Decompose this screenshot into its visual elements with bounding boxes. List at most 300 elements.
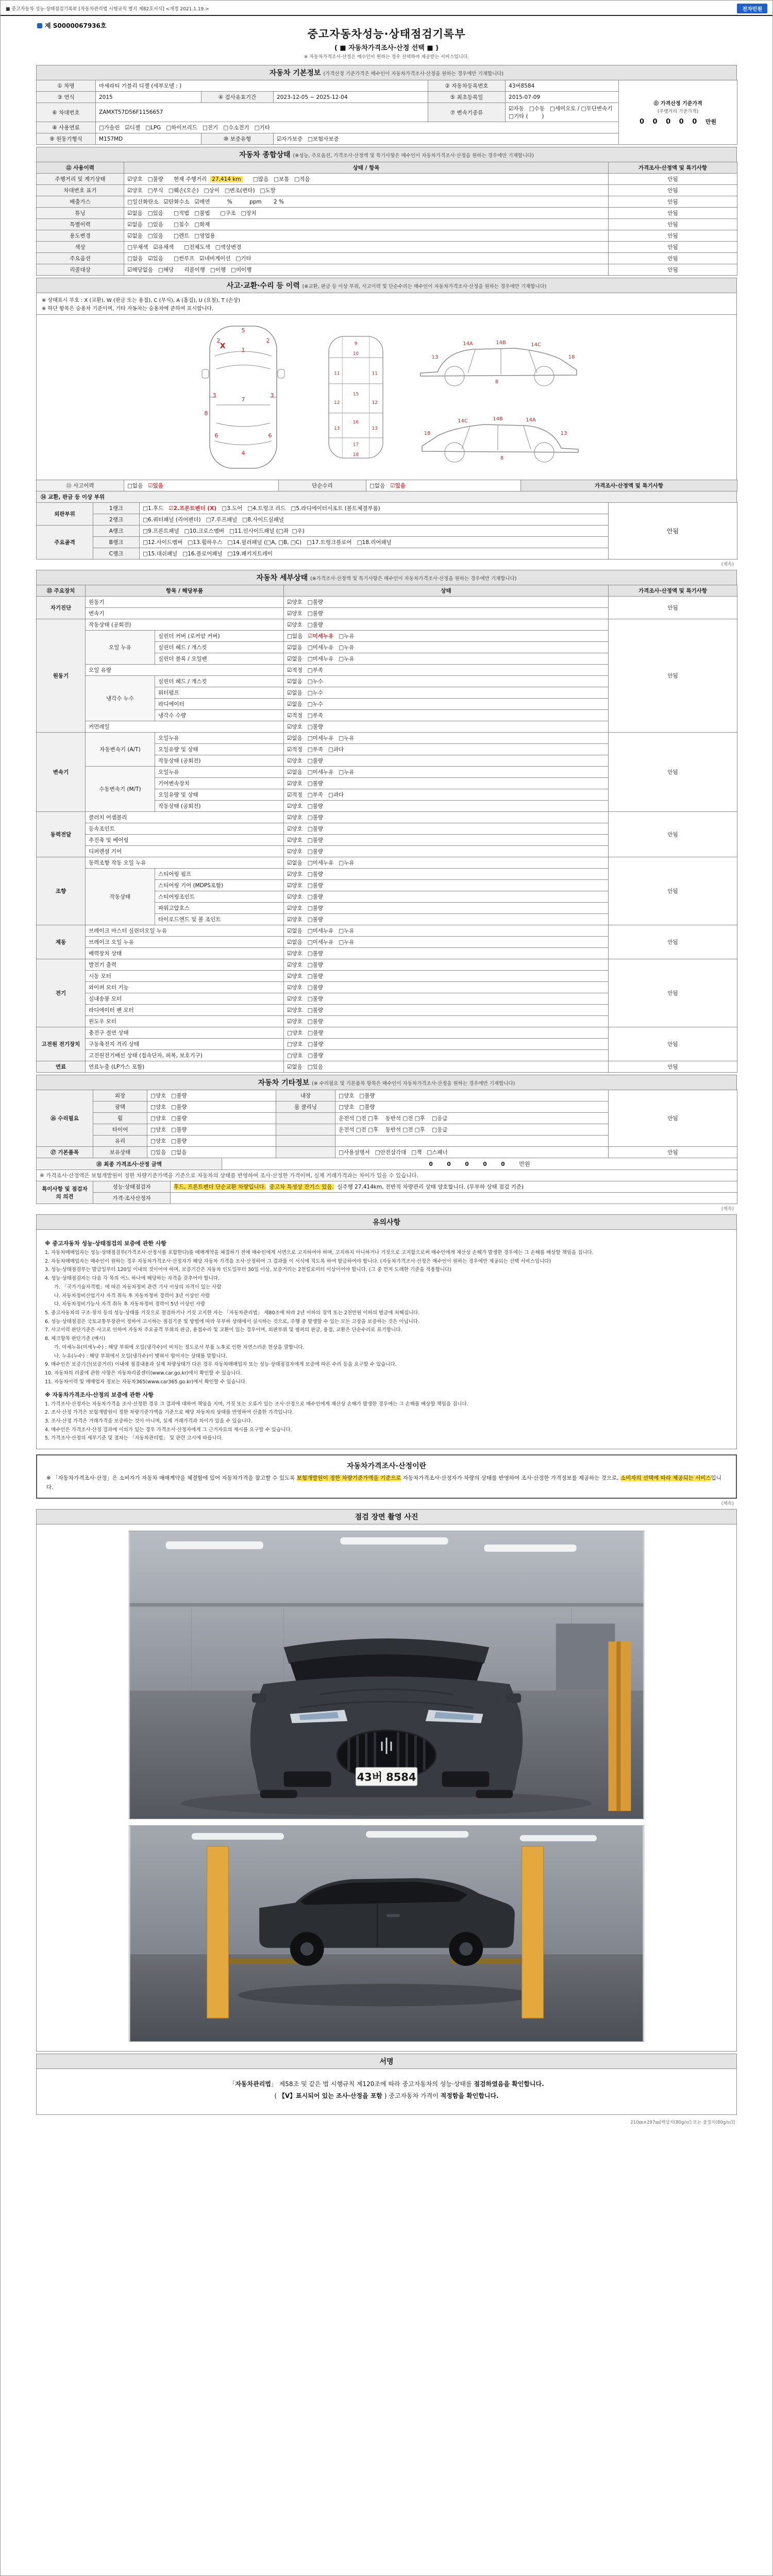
svg-text:8: 8 (495, 379, 498, 385)
opinion-row (37, 1193, 737, 1204)
sub-group-label: 작동상태 (86, 869, 155, 925)
section-notice-head: 유의사항 (36, 1214, 737, 1230)
item-label: 특별이력 (37, 219, 124, 230)
item-name: 디퍼렌셜 기어 (86, 846, 284, 857)
detail-row (37, 1027, 737, 1039)
item-name: 냉각수 수량 (155, 710, 284, 721)
field-label: ① 차명 (37, 80, 96, 92)
item-status (124, 174, 609, 185)
form-reference-text: ■ 중고자동차 성능·상태점검기록부 [자동차관리법 시행규칙 별지 제82호서식] <개정 2021.1.19.> (6, 7, 209, 12)
svg-text:4: 4 (241, 450, 245, 456)
item-status: ☑양호 □불량 (284, 812, 609, 823)
text-part: ☑없음 □있음 □침수 □화재 (127, 222, 210, 228)
item-status: ☑없음 □누수 (284, 676, 609, 687)
misc-group-label: ⑯ 수리필요 (37, 1090, 93, 1147)
item-label: 타이어 (93, 1124, 147, 1136)
text-part: 점검하였음을 확인합니다. (474, 2080, 544, 2088)
svg-text:3: 3 (270, 392, 274, 399)
item-status: ☑적정 □부족 (284, 710, 609, 721)
exchange-area-label: ⑭ 교환, 판금 등 이상 부위 (36, 492, 737, 503)
item-status: ☑양호 □불량 (284, 971, 609, 982)
sub-group-label: 냉각수 누수 (86, 676, 155, 721)
sub-group-label: 자동변속기 (A/T) (86, 733, 155, 767)
sub-group-label: 오일 누유 (86, 631, 155, 665)
svg-text:11: 11 (333, 371, 340, 377)
device-group-label: 동력전달 (37, 812, 86, 857)
item-status: □양호 □불량 (147, 1090, 276, 1101)
warranty-checkboxes: ☑자가보증 □보험사보증 (274, 133, 619, 145)
item-label: 주행거리 및 계기상태 (37, 174, 124, 185)
final-price-digits: 0 0 0 0 0 만원 (222, 1158, 737, 1170)
table-row: ⑥ 차대번호 ZAMXT57D56F1156657 ⑦ 변속기종류 ☑자동 □수동 □세미오토 / □무단변속기 □기타 ( ) (37, 103, 737, 122)
device-group-label: 변속기 (37, 733, 86, 812)
section-detailed-condition (36, 570, 737, 1073)
notice-item: 3. 성능·상태점검부는 발급일부터 120일 이내의 것이어야 하며, 보증기간은 자동차 인도일부터 30일 이상, 보증거리는 2천킬로미터 이상이어야 합니다. (그 중 먼저 도래한 기준을 적용합니다) (45, 1267, 451, 1273)
svg-text:2: 2 (266, 337, 270, 344)
item-status: ☑양호 □불량 (284, 914, 609, 925)
item-status (124, 242, 609, 253)
item-status: ☑양호 □불량 (284, 993, 609, 1005)
item-status (284, 631, 609, 642)
title-block (36, 26, 737, 60)
svg-text:14B: 14B (492, 416, 503, 422)
first-reg-value: 2015-07-09 (506, 92, 619, 103)
opinion-who-label: 가격·조사산정자 (93, 1193, 171, 1204)
item-status: ☑양호 □불량 (284, 1005, 609, 1016)
svg-text:13: 13 (560, 431, 567, 436)
item-status: ☑없음 □미세누유 □누유 (284, 767, 609, 778)
item-status: ☑없음 □미세누유 □누유 (284, 642, 609, 653)
item-status: ☑없음 □있음 (284, 1061, 609, 1073)
table-header-row: ⑫ 사용이력 상태 / 항목 가격조사·산정액 및 특기사항 (37, 162, 737, 174)
item-name: 실린더 커버 (로커암 커버) (155, 631, 284, 642)
item-status: □사용설명서 □안전삼각대 □잭 □스패너 (335, 1147, 609, 1158)
item-status: ☑양호 □불량 (284, 755, 609, 767)
text-part: □없음 (287, 633, 308, 639)
table-row: ⑨ 원동기형식 M157MD ⑩ 보증유형 ☑자가보증 □보험사보증 (37, 133, 737, 145)
svg-text:12: 12 (372, 400, 378, 406)
item-status: ☑양호 □불량 (284, 948, 609, 959)
definition-title: 자동차가격조사·산정이란 (346, 1462, 427, 1471)
text-part: ☑없음 □있음 □렌트 □영업용 (127, 233, 215, 239)
item-status: ☑양호 □불량 (284, 801, 609, 812)
price-cell: 안됨 (609, 733, 737, 812)
price-cell: 안됨 (609, 597, 737, 619)
summary-row (37, 185, 737, 196)
item-status: ☑양호 □불량 (284, 903, 609, 914)
item-name: 워터펌프 (155, 687, 284, 699)
item-label: 룸 클리닝 (276, 1101, 335, 1113)
item-name: 클러치 어셈블리 (86, 812, 284, 823)
item-name: 작동상태 (공회전) (155, 755, 284, 767)
svg-text:15: 15 (352, 392, 359, 397)
svg-text:13: 13 (431, 354, 438, 360)
page-subtitle: ( ■ 자동차가격조사·산정 선택 ■ ) (334, 44, 439, 52)
text-part: ☑양호 □불량 현재 주행거리 (127, 176, 210, 182)
item-name: 타이로드엔드 및 볼 조인트 (155, 914, 284, 925)
item-status: ☑양호 □불량 (284, 721, 609, 733)
section-signature (36, 2054, 737, 2115)
state-code-legend: ※ 상태표시 부호 : X (교환), W (판금 또는 용접), C (부식), A (흠집), U (요철), T (손상) ※ 하단 항목은 승용차 기준이며, 기타 자동차는 승용차에 준하여 표시합니다. (36, 293, 737, 315)
price-cell: 안됨 (609, 1027, 737, 1061)
svg-text:7: 7 (241, 396, 245, 403)
car-diagram-side-frame-left (414, 324, 584, 395)
item-name: 연료누출 (LP가스 포함) (86, 1061, 284, 1073)
notice-item: 6. 성능·상태점검은 국토교통부장관이 정하여 고시하는 점검기준 및 방법에 따라 무부하 상태에서 실시하는 것으로, 주행 중 발생할 수 있는 모든 고장을 보증하는 것은 아닙니다. (45, 1318, 419, 1325)
opinion-who-label: 성능·상태점검자 (93, 1181, 171, 1193)
svg-text:13: 13 (372, 426, 378, 431)
text-part: ※ 「자동차가격조사·산정」은 소비자가 자동차 매매계약을 체결함에 있어 자동차가격을 참고할 수 있도록 (46, 1475, 297, 1482)
item-status: ☑양호 □불량 (284, 778, 609, 789)
section-signature-head: 서명 (36, 2054, 737, 2069)
text-part: 」 제58조 및 같은 법 시행규칙 제120조에 따라 중고자동차의 성능·상태를 (271, 2080, 474, 2088)
item-name: 라디에이터 팬 모터 (86, 1005, 284, 1016)
exchange-rank-table (36, 502, 737, 560)
item-label: 보유상태 (93, 1147, 147, 1158)
svg-text:3: 3 (212, 392, 216, 399)
section-accident-history (36, 278, 737, 560)
text-part: 「 (229, 2080, 236, 2088)
document-number: 제 S0000067936호 (37, 21, 737, 30)
notice-body (36, 1230, 737, 1449)
item-status: ☑양호 □불량 (284, 891, 609, 903)
field-label: ② 자동차등록번호 (428, 80, 506, 92)
accident-status-table (36, 480, 737, 492)
price-cell: 안됨 (609, 242, 737, 253)
text-part: □3.도어 □4.트렁크 리드 □5.라디에이터서포트 (볼트체결부품) (216, 505, 380, 512)
item-status: ☑양호 □불량 (284, 880, 609, 891)
item-name: 실린더 블록 / 오일팬 (155, 653, 284, 665)
device-group-label: 고전원 전기장치 (37, 1027, 86, 1061)
item-status: 운전석 □전 □후 동반석 □전 □후 □응급 (335, 1113, 609, 1124)
inspection-photo-lift (129, 1825, 644, 2042)
signature-body (36, 2069, 737, 2115)
svg-text:14B: 14B (495, 340, 506, 346)
text-part: ☑미세누유 (308, 633, 334, 639)
item-status: ☑없음 □누수 (284, 687, 609, 699)
item-name: 원동기 (86, 597, 284, 608)
section-accident-head: 사고·교환·수리 등 이력 (※교환, 판금 등 이상 부위, 사고이력 및 단순수리는 매수인이 자동차가격조사·산정을 원하는 경우에만 기재합니다) (36, 278, 737, 293)
notice-item: 5. 가격조사·산정의 세부기준 및 절차는 「자동차관리법」 및 관련 고시에 따릅니다. (45, 1435, 223, 1442)
text-part: □15.대쉬패널 □16.플로어패널 □19.패키지트레이 (143, 551, 273, 557)
continue-marker: (계속) (721, 1207, 734, 1212)
price-cell: 안됨 (609, 196, 737, 208)
text-part: ☑양호 □부식 □훼손(오손) □상이 □변조(변타) □도말 (127, 188, 276, 194)
base-price-cell: ⑪ 가격산정 기준가격 (주행거리 기준가격) 0 0 0 0 0 만원 (619, 80, 737, 145)
item-name: 배력장치 상태 (86, 948, 284, 959)
item-name: 추진축 및 베어링 (86, 835, 284, 846)
item-status: ☑양호 □불량 (284, 619, 609, 631)
table-row: ⑬ 사고이력 □없음 ☑있음 단순수리 □없음 ☑있음 가격조사·산정액 및 특기사항 (37, 480, 737, 492)
price-cell: 안됨 (609, 1061, 737, 1073)
device-group-label: 전기 (37, 959, 86, 1027)
detail-row (37, 1061, 737, 1073)
car-front (250, 1638, 523, 1798)
rank-label: A랭크 (93, 526, 140, 537)
item-status: □양호 □불량 (284, 1039, 609, 1050)
text-part: 중고차 특성상 잔기스 있음. (269, 1184, 334, 1190)
item-status: 운전석 □전 □후 동반석 □전 □후 □응급 (335, 1124, 609, 1136)
item-name: 기어변속장치 (155, 778, 284, 789)
item-status: □양호 □불량 (147, 1101, 276, 1113)
item-name: 와이퍼 모터 기능 (86, 982, 284, 993)
text-part: 적정함을 확인합니다. (440, 2092, 499, 2099)
table-row (37, 80, 737, 92)
text-part: 자동차관리법 (235, 2080, 271, 2088)
page-title-note: ※ 자동차가격조사·산정은 매수인이 원하는 경우 선택하여 제공받는 서비스입니다. (304, 55, 469, 60)
notice-item: 1. 자동차매매업자는 성능·상태점검부(가격조사·산정서를 포함한다)를 매매계약을 체결하기 전에 매수인에게 서면으로 고지하여야 하며, 고지하지 아니하거나 거짓으로 고지함으로써 매수인에게 재산상 손해가 발생한 경우에는 그 손해를 배상할 책임을 집니다. (45, 1250, 594, 1256)
item-status: ☑양호 □불량 (284, 959, 609, 971)
summary-row (37, 174, 737, 185)
text-part: ( (274, 2092, 279, 2099)
item-name: 시동 모터 (86, 971, 284, 982)
detail-row (37, 959, 737, 971)
section-notice (36, 1214, 737, 1449)
svg-text:18: 18 (424, 431, 430, 436)
item-status: ☑양호 □불량 (284, 823, 609, 835)
text-part: 27,414 km (210, 176, 243, 182)
page-title: 중고자동차성능·상태점검기록부 (307, 28, 466, 40)
notice-item: 7. 사고이력 판단기준은 사고로 인하여 자동차 주요골격 부위의 판금, 용접수리 및 교환이 있는 경우이며, 외판부위 및 범퍼의 판금, 용접, 교환은 단순수리로 표기합니다. (45, 1327, 402, 1333)
item-status: □양호 □불량 (147, 1136, 276, 1147)
section-inspection-photos (36, 1509, 737, 2052)
definition-text (46, 1474, 727, 1493)
item-label: 주요옵션 (37, 253, 124, 264)
license-plate-text: 43버 8584 (357, 1771, 416, 1784)
detail-row (37, 597, 737, 608)
item-name: 실린더 헤드 / 개스킷 (155, 676, 284, 687)
item-label: 내장 (276, 1090, 335, 1101)
notice-item: 다. 자동차정비기능사 자격 취득 후 자동차정비 경력이 5년 이상인 사람 (54, 1301, 206, 1308)
rank-label: B랭크 (93, 537, 140, 548)
notice-item: 2. 자동차매매업자는 매수인이 원하는 경우 자동차가격조사·산정자가 해당 자동차 가격을 조사·산정하여 그 결과를 이 서식에 적도록 하여 발급하여야 합니다. (자동차가격조사·산정은 매수인이 원하는 경우에만 제공되는 선택 서비스입니다) (45, 1258, 551, 1264)
text-part: ☑해당없음 □해당 리콜이행 □이행 □미이행 (127, 267, 252, 273)
car-diagram-underbody (311, 320, 401, 474)
summary-row (37, 196, 737, 208)
table-header-row: ⑮ 주요장치 항목 / 해당부품 상태 가격조사·산정액 및 특기사항 (37, 585, 737, 597)
item-name: 브레이크 오일 누유 (86, 937, 284, 948)
notice-item: 가. 미세누유(미세누수) : 해당 부위에 오일(냉각수)이 비치는 정도로서 부품 노후로 인한 자연스러운 현상을 말합니다. (54, 1344, 305, 1350)
e-civil-badge[interactable]: 전자민원 (737, 4, 767, 13)
item-status: □양호 □불량 (284, 1027, 609, 1039)
photos-container (36, 1524, 737, 2052)
notice-item: 4. 성능·상태점검자는 다음 각 목의 어느 하나에 해당하는 자격을 갖추어야 합니다. (45, 1276, 220, 1282)
item-status: ☑적정 □부족 □과다 (284, 744, 609, 755)
svg-text:5: 5 (241, 327, 245, 334)
notice-heading: ※ 중고자동차 성능·상태점검의 보증에 관한 사항 (45, 1240, 166, 1247)
text-part: □없음 (369, 483, 391, 489)
item-status (124, 230, 609, 242)
text-part: □무채색 ☑유채색 □전체도색 □색상변경 (127, 244, 242, 250)
final-price-label: ⑱ 최종 가격조사·산정 금액 (37, 1158, 222, 1170)
engine-type-value: M157MD (96, 133, 201, 145)
item-name: 스티어링 펌프 (155, 869, 284, 880)
final-price-note: ※ 가격조사·산정액은 보험개발원이 정한 차량기준가액을 기준으로 자동차의 상태를 반영하여 조사·산정한 가격이며, 실제 거래가격과는 차이가 있을 수 있습니다. (37, 1170, 737, 1181)
text-part: 실주행 27,414km, 전반적 차량관리 상태 양호합니다. (무부하 상태 점검 기준) (333, 1184, 524, 1190)
svg-text:8: 8 (500, 455, 503, 461)
item-name: 실내송풍 모터 (86, 993, 284, 1005)
item-label (276, 1113, 335, 1124)
price-cell: 안됨 (609, 174, 737, 185)
summary-row (37, 264, 737, 276)
item-name: 스티어링 기어 (MDPS포함) (155, 880, 284, 891)
rank-label: 1랭크 (93, 503, 140, 514)
notice-item: 나. 자동차정비산업기사 자격 취득 후 자동차정비 경력이 3년 이상인 사람 (54, 1293, 210, 1299)
text-part: □9.프론트패널 □10.크로스멤버 □11.인사이드패널 (□좌 □우) (143, 528, 305, 534)
price-cell: 안됨 (609, 925, 737, 959)
svg-text:12: 12 (333, 400, 340, 406)
item-name: 오일 유량 (86, 665, 284, 676)
item-status: □있음 □없음 (147, 1147, 276, 1158)
item-label: 배출가스 (37, 196, 124, 208)
section-misc-info (36, 1075, 737, 1204)
svg-text:18: 18 (568, 354, 575, 360)
detail-row (37, 812, 737, 823)
item-name: 작동상태 (공회전) (155, 801, 284, 812)
svg-text:6: 6 (214, 432, 218, 439)
notice-item: 4. 매수인은 가격조사·산정 결과에 이의가 있는 경우 가격조사·산정자에게 그 근거자료의 제시를 요구할 수 있습니다. (45, 1427, 292, 1433)
item-status (124, 264, 609, 276)
price-cell: 안됨 (609, 619, 737, 733)
detail-row (37, 857, 737, 869)
notice-item: 11. 자동차이력 및 매매업자 정보는 자동차365(www.car365.go.kr)에서 확인할 수 있습니다. (45, 1379, 247, 1385)
item-name: 브레이크 마스터 실린더오일 누유 (86, 925, 284, 937)
car-name-value: 마세라티 기블리 디젤 (세부모델 : ) (96, 80, 428, 92)
continue-marker: (계속) (721, 562, 734, 567)
item-status: ☑적정 □부족 (284, 665, 609, 676)
item-name: 오일누유 (155, 733, 284, 744)
item-status (124, 208, 609, 219)
price-cell: 안됨 (609, 208, 737, 219)
item-name: 동력조향 작동 오일 누유 (86, 857, 284, 869)
item-status: ☑없음 □미세누유 □누유 (284, 857, 609, 869)
text-part: ☑있음 (148, 483, 163, 489)
simple-repair-checkboxes (366, 480, 521, 492)
detail-row (37, 733, 737, 744)
item-status: ☑없음 □미세누유 □누유 (284, 733, 609, 744)
item-status: □양호 □불량 (147, 1113, 276, 1124)
item-label: 광택 (93, 1101, 147, 1113)
text-part: □12.사이드멤버 □13.휠하우스 □14.필러패널 (□A, □B, □C) □17.트렁크플로어 □18.리어패널 (143, 539, 392, 546)
notice-item: 5. 중고자동차의 구조·장치 등의 성능·상태를 거짓으로 점검하거나 거짓 고지한 자는 「자동차관리법」 제80조에 따라 2년 이하의 징역 또는 2천만원 이하의 벌금에 처해집니다. (45, 1310, 420, 1316)
final-price-table (36, 1158, 737, 1181)
misc-info-table (36, 1090, 737, 1158)
svg-text:13: 13 (333, 426, 340, 431)
section-detail-head: 자동차 세부상태 (※가격조사·산정액 및 특기사항은 매수인이 자동차가격조사·산정을 원하는 경우에만 기재합니다) (36, 570, 737, 585)
item-status: ☑없음 □미세누유 □누유 (284, 925, 609, 937)
device-group-label: 원동기 (37, 619, 86, 733)
opinion-row (37, 1181, 737, 1193)
svg-text:14C: 14C (530, 342, 541, 348)
svg-text:14A: 14A (525, 417, 536, 423)
section-misc-head: 자동차 기타정보 (※ 수리필요 및 기본품목 항목은 매수인이 자동차가격조사·산정을 원하는 경우에만 기재합니다) (36, 1075, 737, 1090)
text-part: 보험개발원이 정한 차량기준가액을 기준으로 (296, 1475, 401, 1482)
text-part: 자동차가격조사·산정자가 차량의 상태를 반영하여 조사·산정한 가격정보를 제공하는 것으로, (401, 1475, 620, 1482)
item-name: 충전구 절연 상태 (86, 1027, 284, 1039)
rank-row (37, 503, 737, 514)
price-cell: 안됨 (609, 959, 737, 1027)
item-status: ☑없음 □누수 (284, 699, 609, 710)
rank-items (140, 514, 609, 526)
misc-row (37, 1147, 737, 1158)
svg-text:X: X (220, 342, 225, 350)
text-part: 입니다. (46, 1475, 721, 1490)
notice-item: 9. 매수인은 보증기간(보증거리) 이내에 점검내용과 실제 차량상태가 다른 경우 자동차매매업자 또는 성능·상태점검자에게 보증에 따른 수리 등을 요구할 수 있습니다. (45, 1362, 397, 1368)
detail-row (37, 619, 737, 631)
item-status (124, 196, 609, 208)
item-name: 등속조인트 (86, 823, 284, 835)
item-status: □양호 □불량 (284, 1050, 609, 1061)
item-label: 차대번호 표기 (37, 185, 124, 196)
section-photos-head: 점검 장면 촬영 사진 (36, 1509, 737, 1524)
price-cell: 안됨 (609, 253, 737, 264)
car-damage-diagrams (36, 315, 737, 480)
item-name: 실린더 헤드 / 개스킷 (155, 642, 284, 653)
svg-text:6: 6 (268, 432, 272, 439)
opinion-group-label: 특이사항 및 점검자의 의견 (37, 1181, 93, 1204)
item-name: 작동상태 (공회전) (86, 619, 284, 631)
text-part: ☑있음 (390, 483, 406, 489)
text-part: □누유 (333, 633, 355, 639)
item-label (276, 1124, 335, 1136)
text-part: 【V】표시되어 있는 조사·산정을 포함 (278, 2092, 382, 2099)
item-status: ☑없음 □미세누유 □누유 (284, 937, 609, 948)
basic-info-table (36, 80, 737, 145)
item-status: ☑양호 □불량 (284, 608, 609, 619)
item-status (124, 253, 609, 264)
rank-items (140, 548, 609, 560)
text-part: 소비자의 선택에 따라 제공되는 서비스 (620, 1475, 711, 1482)
svg-text:16: 16 (352, 419, 359, 425)
table-row (37, 1170, 737, 1181)
item-label: 외장 (93, 1090, 147, 1101)
signature-statement-2 (47, 2091, 726, 2100)
svg-text:2: 2 (216, 337, 220, 344)
section-overall-head: 자동차 종합상태 (※성능, 주요옵션, 가격조사·산정액 및 특기사항은 매수인이 자동차가격조사·산정을 원하는 경우에만 기재합니다) (36, 147, 737, 162)
text-part: □없음 (127, 483, 148, 489)
notice-item: 가. 「국가기술자격법」에 따른 자동차정비 관련 기사 이상의 자격이 있는 사람 (54, 1284, 222, 1290)
opinion-text (171, 1181, 737, 1193)
svg-text:14A: 14A (462, 341, 473, 347)
item-status: ☑양호 □불량 (284, 597, 609, 608)
item-status (124, 219, 609, 230)
device-group-label: 제동 (37, 925, 86, 959)
item-status: □양호 □불량 (335, 1101, 609, 1113)
text-part: □일산화탄소 ☑탄화수소 ☑매연 % ppm 2 % (127, 199, 284, 205)
car-diagram-top-view (189, 320, 297, 474)
overall-condition-table (36, 162, 737, 276)
opinion-text (171, 1193, 737, 1204)
item-status: □양호 □불량 (147, 1124, 276, 1136)
item-name: 구동축전지 격리 상태 (86, 1039, 284, 1050)
section-basic-info (36, 65, 737, 145)
sub-group-label: 수동변속기 (M/T) (86, 767, 155, 812)
item-status: ☑양호 □불량 (284, 835, 609, 846)
price-cell: 안됨 (609, 185, 737, 196)
notice-item: 1. 가격조사·산정자는 자동차가격을 조사·산정한 경우 그 결과에 대하여 책임을 지며, 거짓 또는 오류가 있는 조사·산정으로 매수인에게 재산상 손해가 발생한 경우에는 그 손해를 배상할 책임을 집니다. (45, 1401, 468, 1407)
section-overall-condition (36, 147, 737, 276)
inspector-opinion-table (36, 1181, 737, 1204)
item-name: 오일누유 (155, 767, 284, 778)
car-diagram-side-frame-right (414, 400, 584, 471)
item-name: 고전원전기배선 상태 (접속단자, 피복, 보호기구) (86, 1050, 284, 1061)
rank-items (140, 503, 609, 514)
summary-row (37, 230, 737, 242)
item-name: 윈도우 모터 (86, 1016, 284, 1027)
reg-no-value: 43버8584 (506, 80, 619, 92)
item-label: 리콜대상 (37, 264, 124, 276)
top-bar (1, 3, 772, 16)
